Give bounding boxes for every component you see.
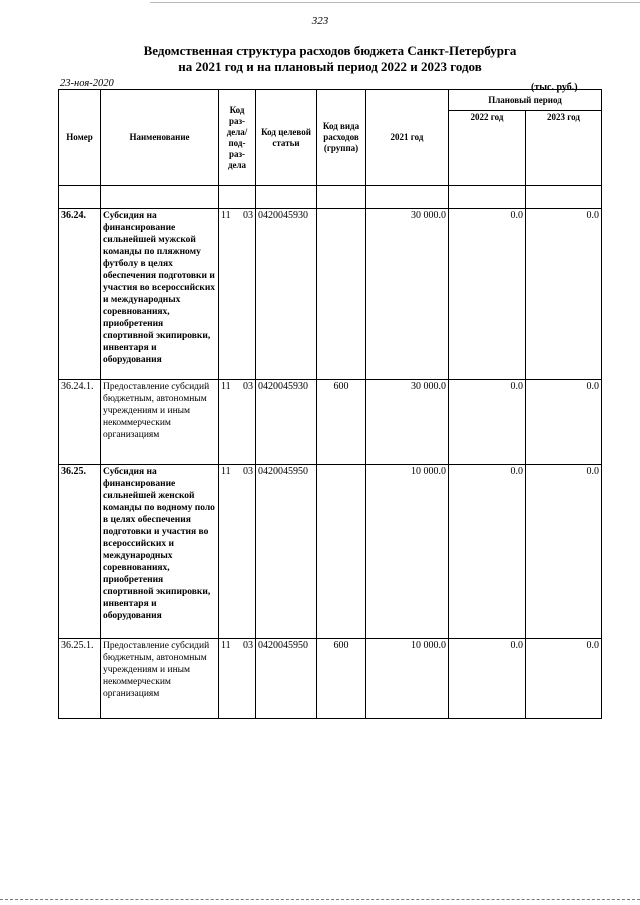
table-row bbox=[59, 380, 602, 465]
spacer-cell bbox=[101, 186, 219, 209]
row-2023: 0.0 bbox=[526, 380, 602, 465]
podrazdel-code: 03 bbox=[243, 466, 253, 477]
row-2021: 30 000.0 bbox=[366, 380, 449, 465]
row-2021: 10 000.0 bbox=[366, 639, 449, 719]
spacer-cell bbox=[449, 186, 526, 209]
row-2021: 10 000.0 bbox=[366, 465, 449, 639]
razdel-code: 11 bbox=[221, 381, 231, 392]
row-2023: 0.0 bbox=[526, 209, 602, 380]
row-razdel bbox=[219, 380, 256, 465]
row-target: 0420045950 bbox=[256, 465, 317, 639]
header-planned-period: Плановый период bbox=[449, 90, 602, 111]
document-title bbox=[60, 43, 600, 75]
row-2023: 0.0 bbox=[526, 639, 602, 719]
razdel-code: 11 bbox=[221, 210, 231, 221]
title-line-1: Ведомственная структура расходов бюджета Санкт-Петербурга bbox=[143, 43, 517, 58]
row-group: 600 bbox=[317, 639, 366, 719]
table-row bbox=[59, 639, 602, 719]
row-name: Субсидия на финансирование сильнейшей мужской команды по пляжному футболу в целях обеспечения подготовки и участия во всероссийских и международных соревнованиях, приобретения спортивной экипировки, инвентаря и оборудования bbox=[101, 209, 219, 380]
row-group bbox=[317, 209, 366, 380]
spacer-cell bbox=[219, 186, 256, 209]
podrazdel-code: 03 bbox=[243, 210, 253, 221]
header-spacer-row bbox=[59, 186, 602, 209]
row-name: Предоставление субсидий бюджетным, автономным учреждениям и иным некоммерческим организациям bbox=[101, 639, 219, 719]
spacer-cell bbox=[317, 186, 366, 209]
row-number: 36.24.1. bbox=[59, 380, 101, 465]
row-name: Предоставление субсидий бюджетным, автономным учреждениям и иным некоммерческим организациям bbox=[101, 380, 219, 465]
row-2022: 0.0 bbox=[449, 639, 526, 719]
row-razdel bbox=[219, 465, 256, 639]
header-2021: 2021 год bbox=[366, 90, 449, 186]
header-group: Код вида расходов (группа) bbox=[317, 90, 366, 186]
header-2022: 2022 год bbox=[449, 111, 526, 186]
razdel-code: 11 bbox=[221, 466, 231, 477]
top-border-line bbox=[150, 2, 640, 3]
table-row bbox=[59, 209, 602, 380]
razdel-code: 11 bbox=[221, 640, 231, 651]
podrazdel-code: 03 bbox=[243, 381, 253, 392]
row-target: 0420045930 bbox=[256, 380, 317, 465]
row-group bbox=[317, 465, 366, 639]
podrazdel-code: 03 bbox=[243, 640, 253, 651]
header-target: Код целевой статьи bbox=[256, 90, 317, 186]
spacer-cell bbox=[59, 186, 101, 209]
row-group: 600 bbox=[317, 380, 366, 465]
row-razdel bbox=[219, 639, 256, 719]
spacer-cell bbox=[526, 186, 602, 209]
header-2023: 2023 год bbox=[526, 111, 602, 186]
row-number: 36.25.1. bbox=[59, 639, 101, 719]
budget-table bbox=[58, 89, 602, 719]
row-2023: 0.0 bbox=[526, 465, 602, 639]
row-2022: 0.0 bbox=[449, 380, 526, 465]
row-target: 0420045930 bbox=[256, 209, 317, 380]
header-razdel: Код раз-дела/ под-раз-дела bbox=[219, 90, 256, 186]
spacer-cell bbox=[366, 186, 449, 209]
table-row bbox=[59, 465, 602, 639]
spacer-cell bbox=[256, 186, 317, 209]
row-number: 36.25. bbox=[59, 465, 101, 639]
header-number: Номер bbox=[59, 90, 101, 186]
units-label: (тыс. руб.) bbox=[531, 82, 578, 93]
document-date: 23-ноя-2020 bbox=[60, 78, 114, 89]
row-2022: 0.0 bbox=[449, 209, 526, 380]
row-2021: 30 000.0 bbox=[366, 209, 449, 380]
row-razdel bbox=[219, 209, 256, 380]
title-line-2: на 2021 год и на плановый период 2022 и 2023 годов bbox=[178, 59, 482, 74]
row-target: 0420045950 bbox=[256, 639, 317, 719]
row-name: Субсидия на финансирование сильнейшей женской команды по водному поло в целях обеспечения подготовки и участия во всероссийских и международных соревнованиях, приобретения спортивной экипировки, инвентаря и оборудования bbox=[101, 465, 219, 639]
page-number: 323 bbox=[311, 15, 329, 27]
row-2022: 0.0 bbox=[449, 465, 526, 639]
bottom-scan-line bbox=[0, 899, 640, 900]
row-number: 36.24. bbox=[59, 209, 101, 380]
header-name: Наименование bbox=[101, 90, 219, 186]
